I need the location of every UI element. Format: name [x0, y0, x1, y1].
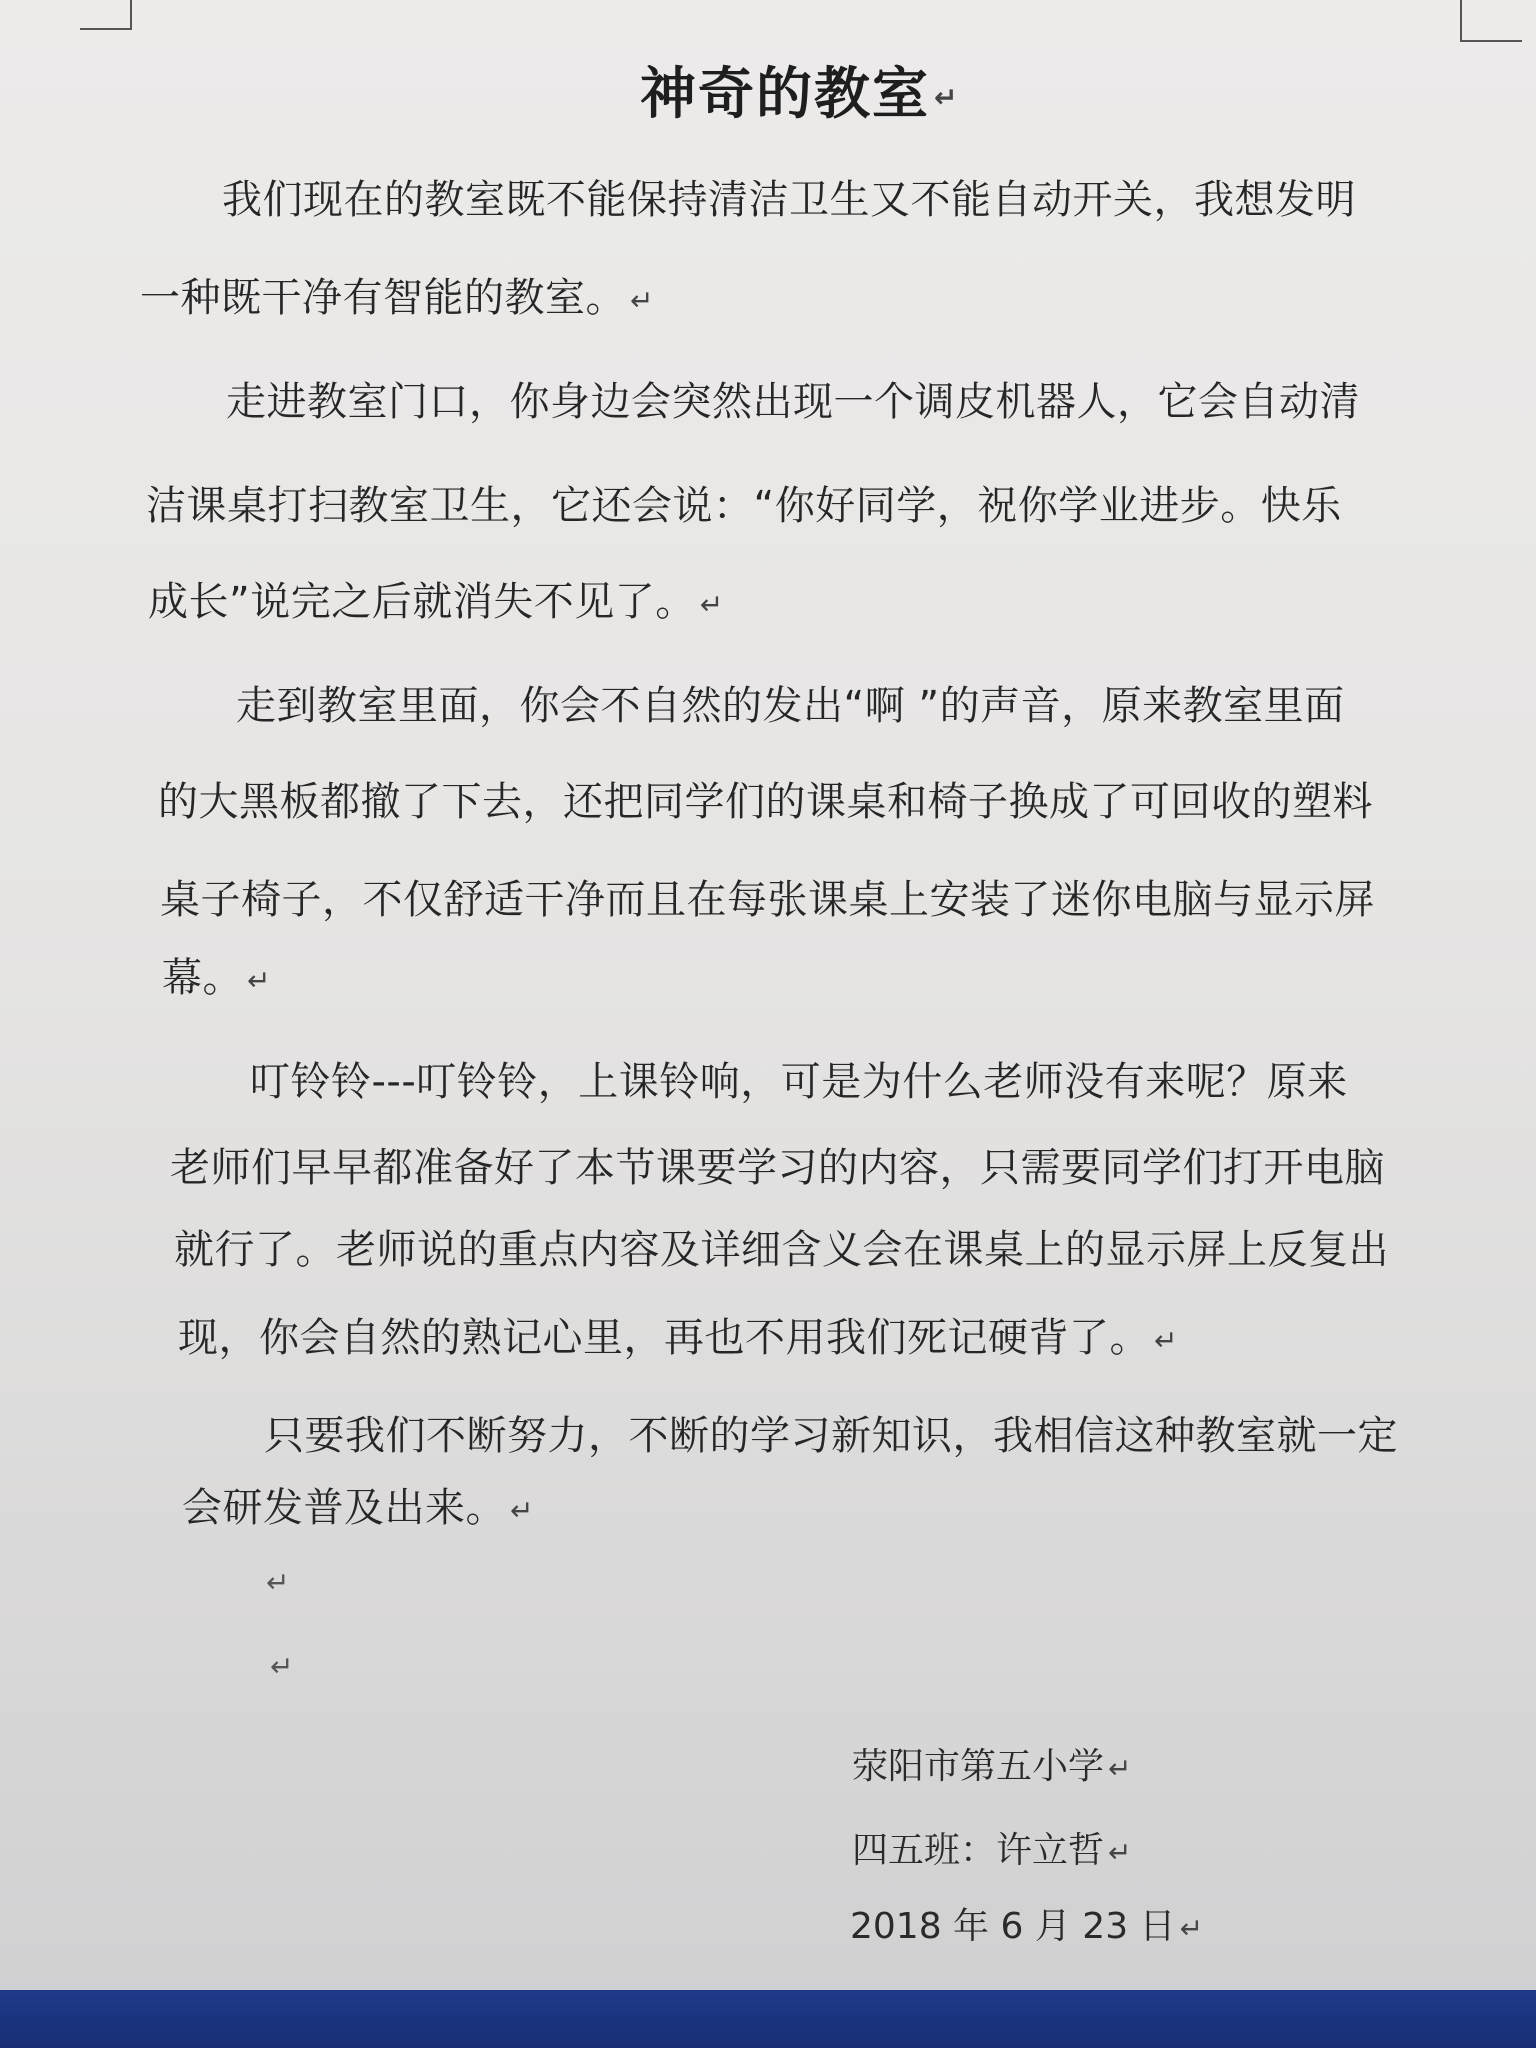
signature-date[interactable]	[850, 1898, 1203, 1949]
text-line[interactable]: 的大黑板都撤了下去，还把同学们的课桌和椅子换成了可回收的塑料	[158, 779, 1373, 825]
page-corner-mark-top-right	[1460, 0, 1522, 42]
signature-author[interactable]	[852, 1822, 1131, 1873]
text-line[interactable]: 就行了。老师说的重点内容及详细含义会在课桌上的显示屏上反复出	[174, 1227, 1389, 1273]
paragraph-mark-icon: ↵	[510, 1493, 534, 1527]
paragraph-mark-icon: ↵	[1108, 1751, 1132, 1785]
text-line[interactable]: 走到教室里面，你会不自然的发出“啊 ”的声音，原来教室里面	[236, 683, 1345, 729]
line-text: 2018 年 6 月 23 日	[850, 1906, 1176, 1947]
line-text: 一种既干净有智能的教室。	[140, 275, 626, 321]
line-text: 荥阳市第五小学	[852, 1746, 1105, 1787]
text-line[interactable]	[178, 1306, 1178, 1363]
text-line[interactable]: 我们现在的教室既不能保持清洁卫生又不能自动开关，我想发明	[222, 177, 1356, 223]
text-line[interactable]: 桌子椅子，不仅舒适干净而且在每张课桌上安装了迷你电脑与显示屏	[160, 877, 1375, 923]
line-text: 幕。	[162, 955, 243, 1001]
text-line[interactable]	[140, 266, 654, 323]
text-line[interactable]	[162, 946, 271, 1003]
text-line[interactable]: 叮铃铃---叮铃铃，上课铃响，可是为什么老师没有来呢？原来	[250, 1059, 1348, 1105]
paragraph-mark-icon: ↵	[1108, 1835, 1132, 1869]
title-text: 神奇的教室	[640, 62, 930, 127]
text-line[interactable]: 洁课桌打扫教室卫生，它还会说：“你好同学，祝你学业进步。快乐	[146, 483, 1342, 529]
paragraph-mark-icon: ↵	[1154, 1323, 1178, 1357]
paragraph-mark-icon: ↵	[699, 587, 724, 621]
paragraph-mark-icon[interactable]: ↵	[270, 1650, 294, 1683]
paragraph-mark-icon: ↵	[1179, 1911, 1204, 1945]
text-line[interactable]: 只要我们不断努力，不断的学习新知识，我相信这种教室就一定	[264, 1413, 1398, 1459]
line-text: 现，你会自然的熟记心里，再也不用我们死记硬背了。	[178, 1315, 1150, 1361]
paragraph-mark-icon: ↵	[934, 81, 960, 115]
page-corner-mark-top-left	[80, 0, 132, 30]
text-line[interactable]: 老师们早早都准备好了本节课要学习的内容，只需要同学们打开电脑	[170, 1145, 1385, 1191]
paragraph-mark-icon: ↵	[247, 963, 271, 997]
line-text: 会研发普及出来。	[182, 1485, 506, 1531]
line-text: 四五班：许立哲	[852, 1830, 1105, 1871]
text-line[interactable]	[182, 1476, 534, 1533]
paragraph-mark-icon: ↵	[630, 283, 654, 317]
text-line[interactable]: 走进教室门口，你身边会突然出现一个调皮机器人，它会自动清	[226, 379, 1360, 425]
text-line[interactable]	[148, 570, 724, 627]
line-text: 成长”说完之后就消失不见了。	[148, 579, 696, 625]
document-title[interactable]	[640, 50, 959, 130]
paragraph-mark-icon[interactable]: ↵	[266, 1566, 290, 1599]
signature-school[interactable]	[852, 1738, 1131, 1789]
taskbar[interactable]	[0, 1990, 1536, 2048]
